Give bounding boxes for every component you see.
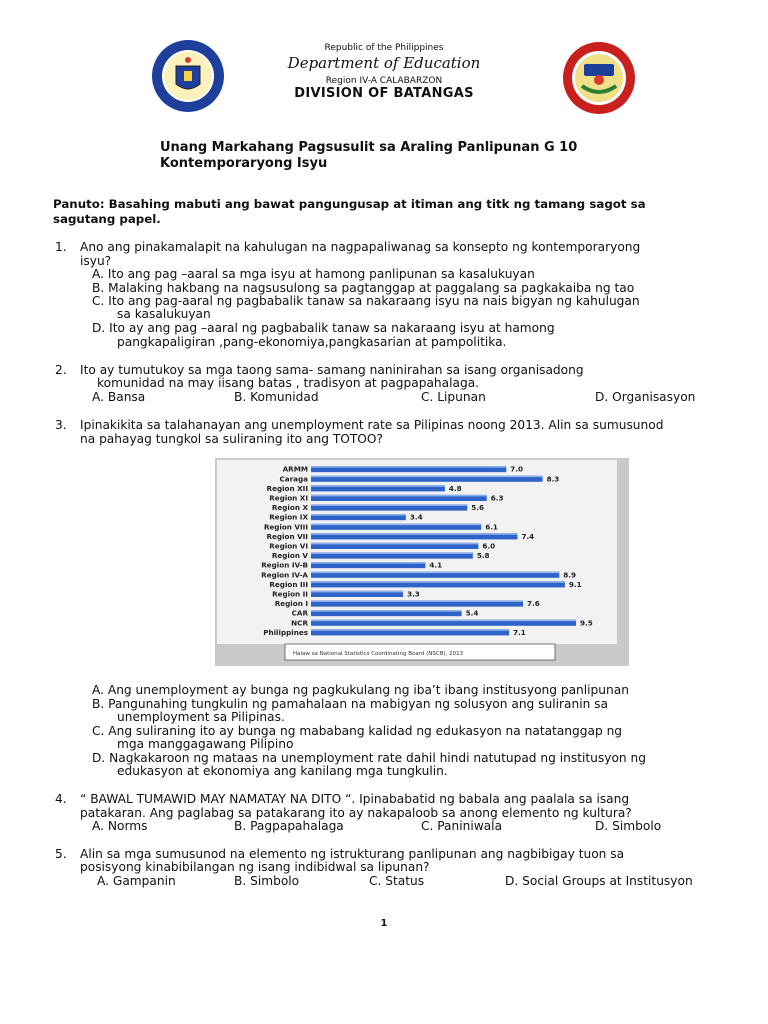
chart-bar-highlight <box>311 610 462 612</box>
q1-choice-a[interactable]: A. Ito ang pag –aaral sa mga isyu at hamong panlipunan sa kasalukuyan <box>92 267 535 281</box>
q3-stem-cont: na pahayag tungkol sa suliraning ito ang TOTOO? <box>80 432 383 446</box>
chart-value-label: 4.8 <box>448 483 462 493</box>
chart-value-label: 7.1 <box>513 627 526 637</box>
q1-choice-d[interactable]: D. Ito ay ang pag –aaral ng pagbabalik tanaw sa nakaraang isyu at hamong <box>92 321 555 335</box>
q5-choice-d[interactable]: D. Social Groups at Institusyon <box>505 874 693 888</box>
chart-category-label: Region VIII <box>263 522 308 532</box>
chart-category-label: Region IV-A <box>261 570 308 580</box>
q4-choice-d[interactable]: D. Simbolo <box>595 819 662 833</box>
chart-category-label: ARMM <box>282 464 308 474</box>
q4-choice-a[interactable]: A. Norms <box>92 819 148 833</box>
chart-value-label: 7.0 <box>510 464 524 474</box>
chart-bar-highlight <box>311 591 403 593</box>
q4-stem-cont: patakaran. Ang paglabag sa patakarang ito ay nakapaloob sa anong elemento ng kultura? <box>80 806 632 820</box>
chart-value-label: 9.5 <box>580 618 593 628</box>
chart-category-label: CAR <box>291 608 308 618</box>
chart-bar-highlight <box>311 629 509 631</box>
chart-category-label: Region IX <box>269 512 308 522</box>
chart-category-label: Region I <box>274 599 308 609</box>
q5-choice-b[interactable]: B. Simbolo <box>234 874 300 888</box>
chart-category-label: Region VII <box>266 531 308 541</box>
chart-bar-highlight <box>311 466 506 468</box>
chart-value-label: 7.4 <box>521 531 535 541</box>
q3-number: 3. <box>55 418 67 432</box>
chart-category-label: Region V <box>271 551 308 561</box>
q3-choice-c[interactable]: C. Ang suliraning ito ay bunga ng mababang kalidad ng edukasyon na natatanggap ng <box>92 724 623 738</box>
chart-value-label: 3.3 <box>407 589 420 599</box>
q2-number: 2. <box>55 363 67 377</box>
q1-choice-b[interactable]: B. Malaking hakbang na nagsusulong sa pagtanggap at paggalang sa pagkakaiba ng tao <box>92 281 635 295</box>
chart-value-label: 6.1 <box>485 522 498 532</box>
chart-bar-highlight <box>311 533 517 535</box>
header-division: DIVISION OF BATANGAS <box>294 86 474 101</box>
q1-stem-cont: isyu? <box>80 254 112 268</box>
q2-choice-c[interactable]: C. Lipunan <box>421 390 486 404</box>
chart-category-label: Region XI <box>269 493 308 503</box>
chart-category-label: Region VI <box>269 541 308 551</box>
chart-value-label: 9.1 <box>568 579 582 589</box>
q4-stem: “ BAWAL TUMAWID MAY NAMATAY NA DITO “. Ipinababatid ng babala ang paalala sa isang <box>80 792 630 806</box>
chart-value-label: 5.4 <box>465 608 479 618</box>
header-region: Region IV-A CALABARZON <box>325 76 443 86</box>
q3-choice-a[interactable]: A. Ang unemployment ay bunga ng pagkukulang ng iba’t ibang institusyong panlipunan <box>92 683 629 697</box>
chart-value-label: 6.3 <box>490 493 504 503</box>
header-republic: Republic of the Philippines <box>324 43 444 53</box>
chart-bar-highlight <box>311 495 487 497</box>
chart-bar-highlight <box>311 524 481 526</box>
q2-choice-d[interactable]: D. Organisasyon <box>595 390 696 404</box>
q1-stem: Ano ang pinakamalapit na kahulugan na nagpapaliwanag sa konsepto ng kontemporaryong <box>80 240 641 254</box>
page-number: 1 <box>380 918 388 929</box>
chart-bar-highlight <box>311 485 445 487</box>
chart-bar-highlight <box>311 562 425 564</box>
unemployment-bar-chart <box>215 458 629 666</box>
q2-choice-a[interactable]: A. Bansa <box>92 390 146 404</box>
chart-bar-highlight <box>311 620 576 622</box>
chart-bar-highlight <box>311 543 478 545</box>
chart-bar-highlight <box>311 476 543 478</box>
chart-value-label: 8.9 <box>563 570 577 580</box>
chart-value-label: 7.6 <box>527 599 540 609</box>
q3-stem: Ipinakikita sa talahanayan ang unemployment rate sa Pilipinas noong 2013. Alin sa sumusunod <box>80 418 664 432</box>
chart-bar-highlight <box>311 552 473 554</box>
q5-number: 5. <box>55 847 67 861</box>
q5-stem: Alin sa mga sumusunod na elemento ng istrukturang panlipunan ang nagbibigay tuon sa <box>80 847 625 861</box>
chart-bar-highlight <box>311 514 406 516</box>
chart-category-label: Region III <box>269 579 308 589</box>
q3-choice-d-cont: edukasyon at ekonomiya ang kanilang mga tungkulin. <box>117 764 448 778</box>
chart-source-note: Halaw sa National Statistics Coordinating Board (NSCB), 2013 <box>293 651 464 657</box>
q4-number: 4. <box>55 792 67 806</box>
q2-choice-b[interactable]: B. Komunidad <box>234 390 319 404</box>
q2-stem: Ito ay tumutukoy sa mga taong sama- samang naninirahan sa isang organisadong <box>80 363 584 377</box>
chart-category-label: Region X <box>271 503 308 513</box>
chart-category-label: Region IV-B <box>261 560 308 570</box>
chart-category-label: Caraga <box>279 474 308 484</box>
q2-stem-cont: komunidad na may iisang batas , tradisyon at pagpapahalaga. <box>97 376 480 390</box>
q3-choice-d[interactable]: D. Nagkakaroon ng mataas na unemployment rate dahil hindi natutupad ng institusyon ng <box>92 751 646 765</box>
exam-title: Unang Markahang Pagsusulit sa Araling Panlipunan G 10 <box>160 140 578 155</box>
exam-subtitle: Kontemporaryong Isyu <box>160 156 328 171</box>
q3-choice-c-cont: mga manggagawang Pilipino <box>117 737 294 751</box>
q5-choice-c[interactable]: C. Status <box>369 874 425 888</box>
chart-bar-highlight <box>311 581 565 583</box>
chart-category-label: NCR <box>291 618 308 628</box>
unemployment-chart <box>215 458 629 666</box>
q1-choice-d-cont: pangkapaligiran ,pang-ekonomiya,pangkasarian at pampolitika. <box>117 335 507 349</box>
q3-choice-b[interactable]: B. Pangunahing tungkulin ng pamahalaan na mabigyan ng solusyon ang suliranin sa <box>92 697 609 711</box>
q1-choice-c[interactable]: C. Ito ang pag-aaral ng pagbabalik tanaw sa nakaraang isyu na nais bigyan ng kahulugan <box>92 294 640 308</box>
chart-value-label: 3.4 <box>409 512 423 522</box>
q4-choice-b[interactable]: B. Pagpapahalaga <box>234 819 344 833</box>
q1-choice-c-cont: sa kasalukuyan <box>117 307 211 321</box>
instructions-line-2: sagutang papel. <box>53 212 161 226</box>
q1-number: 1. <box>55 240 67 254</box>
chart-category-label: Region II <box>272 589 308 599</box>
chart-value-label: 5.8 <box>476 551 490 561</box>
chart-value-label: 5.6 <box>471 503 484 513</box>
q3-choice-b-cont: unemployment sa Pilipinas. <box>117 710 285 724</box>
header-department: Department of Education <box>287 54 481 72</box>
q5-stem-cont: posisyong kinabibilangan ng isang indibidwal sa lipunan? <box>80 860 430 874</box>
chart-bar-highlight <box>311 504 467 506</box>
chart-value-label: 8.3 <box>546 474 560 484</box>
chart-bar-highlight <box>311 572 559 574</box>
chart-value-label: 4.1 <box>429 560 443 570</box>
q4-choice-c[interactable]: C. Paniniwala <box>421 819 503 833</box>
instructions-line-1: Panuto: Basahing mabuti ang bawat pangungusap at itiman ang titk ng tamang sagot sa <box>53 197 646 211</box>
q5-choice-a[interactable]: A. Gampanin <box>97 874 176 888</box>
chart-bar-highlight <box>311 600 523 602</box>
chart-value-label: 6.0 <box>482 541 496 551</box>
chart-category-label: Philippines <box>263 627 308 637</box>
chart-category-label: Region XII <box>266 483 308 493</box>
